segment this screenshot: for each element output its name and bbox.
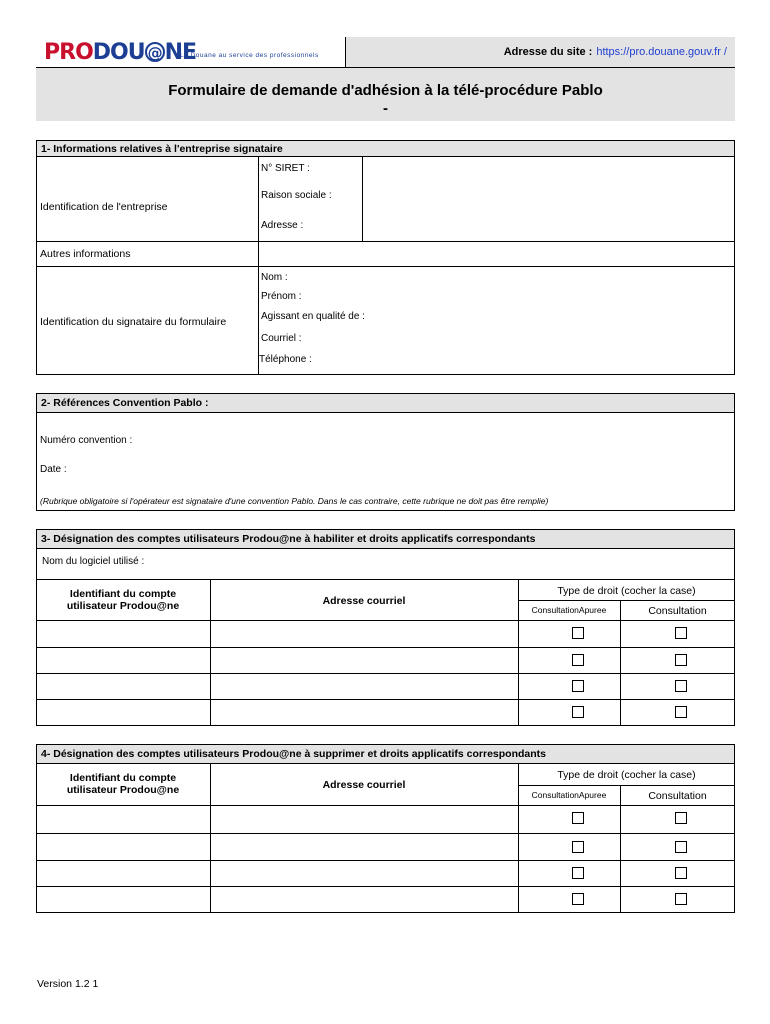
section4-col-identifiant-line1: Identifiant du compte (69, 772, 177, 784)
s3-row2-consultation-checkbox[interactable] (675, 654, 687, 666)
section4-row-rule-3 (36, 886, 735, 887)
s3-row3-consultation-checkbox[interactable] (675, 680, 687, 692)
form-title: Formulaire de demande d'adhésion à la télé-procédure Pablo (168, 82, 603, 99)
logo-tagline: La Douane au service des professionnels (180, 52, 319, 59)
section3-row-rule-1 (36, 647, 735, 648)
s4-row4-consultation-checkbox[interactable] (675, 893, 687, 905)
identification-entreprise-label: Identification de l'entreprise (40, 201, 168, 213)
section2-heading: 2- Références Convention Pablo : (37, 394, 734, 413)
section3-rule-sub (518, 600, 735, 601)
section4-row-rule-2 (36, 860, 735, 861)
section3-col-consultation: Consultation (648, 605, 707, 617)
s4-row2-consultation-checkbox[interactable] (675, 841, 687, 853)
s3-row1-apuree-checkbox[interactable] (572, 627, 584, 639)
section3-col-apuree: ConsultationApuree (531, 605, 607, 615)
raison-sociale-label: Raison sociale : (261, 190, 332, 201)
section4-col-adresse: Adresse courriel (322, 779, 406, 791)
entreprise-input-area[interactable] (363, 158, 734, 241)
nom-label: Nom : (261, 272, 288, 283)
site-url-link[interactable]: https://pro.douane.gouv.fr / (596, 46, 727, 58)
section3-col-2 (518, 579, 519, 726)
s4-row1-consultation-checkbox[interactable] (675, 812, 687, 824)
identification-signataire-label: Identification du signataire du formulaire (40, 316, 227, 328)
section4-col-consultation: Consultation (648, 790, 707, 802)
section4-col-2 (518, 764, 519, 913)
section1-heading: 1- Informations relatives à l'entreprise signataire (37, 141, 734, 157)
site-address (346, 37, 735, 68)
s3-row4-consultation-checkbox[interactable] (675, 706, 687, 718)
section3-col-type: Type de droit (cocher la case) (557, 585, 696, 597)
prenom-label: Prénom : (261, 291, 302, 302)
section3-col-identifiant-line2: utilisateur Prodou@ne (66, 600, 180, 612)
numero-convention-label: Numéro convention : (40, 435, 133, 446)
section1-rule-2 (36, 266, 735, 267)
section3-rule-head (36, 620, 735, 621)
courriel-label: Courriel : (261, 333, 302, 344)
section3-col-identifiant-line1: Identifiant du compte (69, 588, 177, 600)
adresse-label: Adresse : (261, 220, 304, 231)
siret-label: N° SIRET : (261, 163, 310, 174)
section4-rule-head (36, 805, 735, 806)
section3-col-identifiant (36, 588, 210, 612)
section3-col-3 (620, 600, 621, 726)
form-title-cell (36, 68, 735, 121)
section3-col-adresse: Adresse courriel (322, 595, 406, 607)
section3-row-rule-2 (36, 673, 735, 674)
form-title-dash: - (383, 100, 388, 117)
s4-row3-apuree-checkbox[interactable] (572, 867, 584, 879)
section4-row-rule-1 (36, 833, 735, 834)
s4-row1-apuree-checkbox[interactable] (572, 812, 584, 824)
section3-row-rule-3 (36, 699, 735, 700)
section3-heading: 3- Désignation des comptes utilisateurs Prodou@ne à habiliter et droits applicatifs correspondants (37, 530, 734, 549)
s3-row1-consultation-checkbox[interactable] (675, 627, 687, 639)
autres-informations-input[interactable] (259, 242, 734, 266)
autres-informations-label: Autres informations (40, 248, 131, 260)
s3-row3-apuree-checkbox[interactable] (572, 680, 584, 692)
prodouane-logo: PRODOU @ NE (44, 40, 197, 65)
section4-rule-sub (518, 785, 735, 786)
section4-col-type: Type de droit (cocher la case) (557, 769, 696, 781)
qualite-label: Agissant en qualité de : (261, 311, 365, 322)
s4-row4-apuree-checkbox[interactable] (572, 893, 584, 905)
section4-heading: 4- Désignation des comptes utilisateurs Prodou@ne à supprimer et droits applicatifs correspondants (37, 745, 734, 764)
s3-row4-apuree-checkbox[interactable] (572, 706, 584, 718)
section4-col-apuree: ConsultationApuree (531, 790, 607, 800)
section4-col-identifiant-line2: utilisateur Prodou@ne (66, 784, 180, 796)
telephone-label: Téléphone : (259, 354, 312, 365)
s4-row3-consultation-checkbox[interactable] (675, 867, 687, 879)
date-label: Date : (40, 464, 67, 475)
s3-row2-apuree-checkbox[interactable] (572, 654, 584, 666)
version-label: Version 1.2 1 (37, 978, 99, 990)
section2-note: (Rubrique obligatoire si l'opérateur est signataire d'une convention Pablo. Dans le cas contraire, cette rubrique ne doit pas être remplie) (40, 496, 549, 506)
s4-row2-apuree-checkbox[interactable] (572, 841, 584, 853)
logiciel-label: Nom du logiciel utilisé : (42, 556, 145, 567)
section3-rule-a (36, 579, 735, 580)
section4-col-identifiant (36, 772, 210, 796)
site-address-label: Adresse du site : (503, 46, 593, 58)
